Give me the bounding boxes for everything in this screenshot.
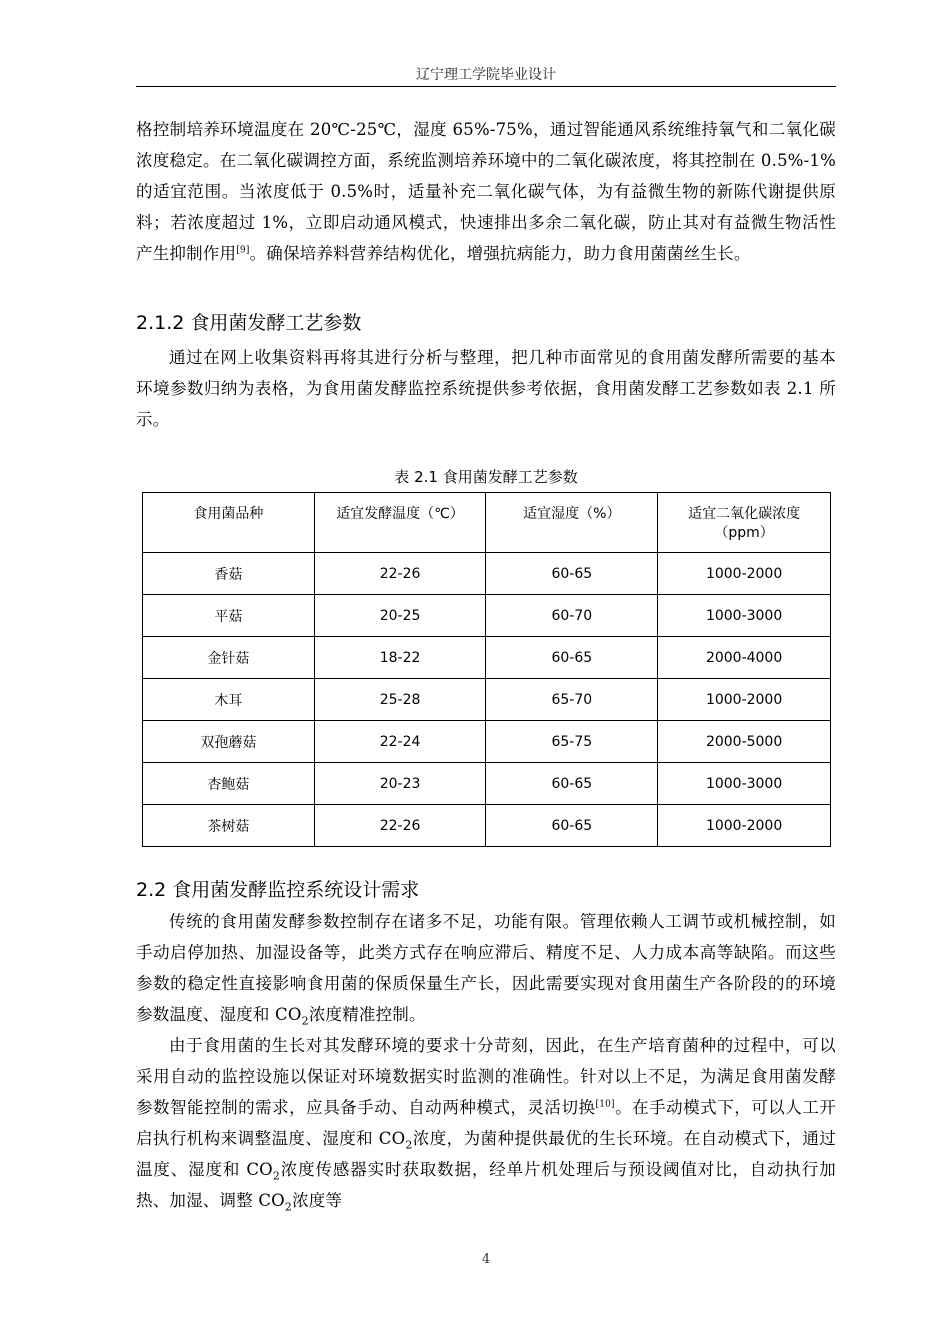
para2-text-a: 由于食用菌的生长对其发酵环境的要求十分苛刻，因此，在生产培育菌种的过程中，可以采用自动的监控设施以保证对环境数据实时监测的准确性。针对以上不足，为满足食用菌发酵参数智能控制的需求，应具备手动、自动两种模式，灵活切换	[136, 1036, 836, 1117]
cell-humidity: 65-70	[486, 679, 658, 721]
intro-paragraph	[136, 114, 836, 269]
section-2-2-paragraph-1	[136, 906, 836, 1030]
cell-humidity: 60-65	[486, 805, 658, 847]
intro-text-a: 格控制培养环境温度在 20℃-25℃，湿度 65%-75%，通过智能通风系统维持氧气和二氧化碳浓度稳定。在二氧化碳调控方面，系统监测培养环境中的二氧化碳浓度，将其控制在 0.5%-1%的适宜范围。当浓度低于 0.5%时，适量补充二氧化碳气体，为有益微生物的新陈代谢提供原料；若浓度超过 1%，立即启动通风模式，快速排出多余二氧化碳，防止其对有益微生物活性产生抑制作用	[136, 120, 836, 263]
cell-temperature: 25-28	[314, 679, 486, 721]
table-row	[143, 805, 831, 847]
header-divider	[136, 86, 836, 87]
para2-text-d: 浓度传感器实时获取数据，经单片机处理后与预设阈值对比，自动执行加热、加湿、调整 CO	[136, 1160, 836, 1210]
running-header: 辽宁理工学院毕业设计	[416, 67, 556, 83]
cell-co2: 1000-2000	[658, 553, 831, 595]
cell-variety: 双孢蘑菇	[143, 721, 315, 763]
table-caption: 表 2.1 食用菌发酵工艺参数	[394, 468, 578, 486]
header-co2-label: 适宜二氧化碳浓度	[688, 506, 801, 522]
cell-humidity: 60-65	[486, 553, 658, 595]
section-2-1-2-paragraph: 通过在网上收集资料再将其进行分析与整理，把几种市面常见的食用菌发酵所需要的基本环境参数归纳为表格，为食用菌发酵监控系统提供参考依据，食用菌发酵工艺参数如表 2.1 所示。	[136, 348, 836, 429]
cell-co2: 1000-3000	[658, 763, 831, 805]
citation-ref: [9]	[236, 245, 250, 256]
fermentation-parameters-table	[142, 492, 831, 847]
citation-ref: [10]	[595, 1099, 615, 1110]
table-header-row	[143, 493, 831, 553]
cell-variety: 茶树菇	[143, 805, 315, 847]
cell-humidity: 65-75	[486, 721, 658, 763]
para2-text-b: 。在手动模式下，可以人工开启执行机构来调整温度、湿度和 CO	[136, 1098, 836, 1148]
cell-temperature: 22-24	[314, 721, 486, 763]
cell-co2: 2000-4000	[658, 637, 831, 679]
para2-text-e: 浓度等	[292, 1191, 343, 1210]
header-cell-variety: 食用菌品种	[143, 493, 315, 553]
cell-temperature: 18-22	[314, 637, 486, 679]
cell-temperature: 22-26	[314, 553, 486, 595]
section-heading-2-1-2: 2.1.2 食用菌发酵工艺参数	[136, 312, 362, 334]
cell-variety: 香菇	[143, 553, 315, 595]
table-row	[143, 721, 831, 763]
para1-text-b: 浓度精准控制。	[308, 1005, 426, 1024]
section-heading-2-2: 2.2 食用菌发酵监控系统设计需求	[136, 879, 420, 901]
co2-subscript: 2	[272, 1169, 281, 1183]
table-row	[143, 679, 831, 721]
cell-variety: 平菇	[143, 595, 315, 637]
cell-co2: 1000-3000	[658, 595, 831, 637]
table-row	[143, 637, 831, 679]
para2-text-c: 浓度，为菌种提供最优的生长环境。在自动模式下，通过温度、湿度和 CO	[136, 1129, 837, 1179]
cell-variety: 金针菇	[143, 637, 315, 679]
header-cell-temperature: 适宜发酵温度（℃）	[314, 493, 486, 553]
cell-co2: 1000-2000	[658, 805, 831, 847]
header-co2-unit: （ppm）	[714, 525, 774, 541]
cell-temperature: 20-25	[314, 595, 486, 637]
cell-co2: 1000-2000	[658, 679, 831, 721]
co2-subscript: 2	[405, 1138, 413, 1152]
cell-variety: 杏鲍菇	[143, 763, 315, 805]
co2-subscript: 2	[301, 1014, 309, 1028]
table-row	[143, 595, 831, 637]
cell-humidity: 60-70	[486, 595, 658, 637]
cell-humidity: 60-65	[486, 763, 658, 805]
cell-co2: 2000-5000	[658, 721, 831, 763]
para1-text-a: 传统的食用菌发酵参数控制存在诸多不足，功能有限。管理依赖人工调节或机械控制，如手动启停加热、加湿设备等，此类方式存在响应滞后、精度不足、人力成本高等缺陷。而这些参数的稳定性直接影响食用菌的保质保量生产长，因此需要实现对食用菌生产各阶段的的环境参数温度、湿度和 CO	[136, 912, 836, 1024]
cell-temperature: 20-23	[314, 763, 486, 805]
intro-text-b: 。确保培养料营养结构优化，增强抗病能力，助力食用菌菌丝生长。	[249, 244, 751, 263]
table-row	[143, 763, 831, 805]
cell-humidity: 60-65	[486, 637, 658, 679]
header-cell-co2	[658, 493, 831, 553]
header-cell-humidity: 适宜湿度（%）	[486, 493, 658, 553]
table-row	[143, 553, 831, 595]
cell-variety: 木耳	[143, 679, 315, 721]
cell-temperature: 22-26	[314, 805, 486, 847]
co2-subscript: 2	[284, 1200, 293, 1214]
page-number: 4	[481, 1252, 491, 1267]
section-2-2-paragraph-2	[136, 1030, 836, 1216]
